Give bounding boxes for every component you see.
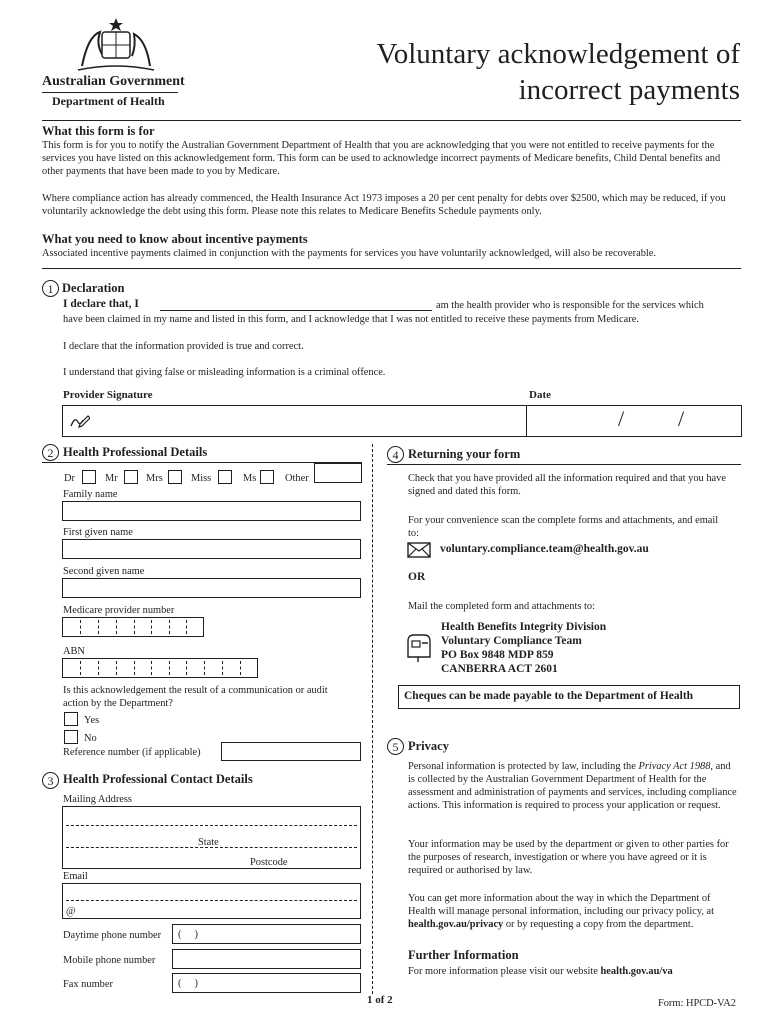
postcode-label: Postcode xyxy=(250,857,288,868)
mobile-phone-field[interactable] xyxy=(172,949,361,969)
health-professional-heading: Health Professional Details xyxy=(63,445,208,459)
address-line4: CANBERRA ACT 2601 xyxy=(441,663,558,675)
website-link[interactable]: health.gov.au/va xyxy=(600,966,673,977)
declaration-true-statement: I declare that the information provided is true and correct. xyxy=(63,341,304,352)
privacy-para2: Your information may be used by the department or given to other parties for the purposes of research, investigation or where you have agreed or it is required or authorised by law. xyxy=(408,839,729,876)
privacy-para1 xyxy=(408,760,738,812)
declaration-line1-rest: am the health provider who is responsible for the services which xyxy=(436,300,704,311)
no-checkbox[interactable] xyxy=(64,730,78,744)
audit-question: Is this acknowledgement the result of a communication or audit action by the Department? xyxy=(63,685,328,709)
privacy-para3 xyxy=(408,892,738,931)
yes-label: Yes xyxy=(84,715,100,726)
returning-check-text: Check that you have provided all the information required and that you have signed and dated this form. xyxy=(408,473,726,497)
abn-label: ABN xyxy=(63,646,85,657)
returning-scan-text: For your convenience scan the complete forms and attachments, and email to: xyxy=(408,515,719,539)
privacy-para1-b: , and is collected by the Australian Government Department of Health for the assessment and administration of payments and services, including compliance actions. This information is required to process your application or request. xyxy=(408,761,737,811)
returning-heading: Returning your form xyxy=(408,447,521,461)
declaration-lead: I declare that, I xyxy=(63,298,139,310)
provider-number-field[interactable] xyxy=(62,617,204,637)
government-name: Australian Government xyxy=(42,74,185,89)
title-miss-label: Miss xyxy=(191,473,212,484)
no-label: No xyxy=(84,733,97,744)
coat-of-arms xyxy=(70,16,162,74)
first-name-label: First given name xyxy=(63,527,133,538)
incentive-text: Associated incentive payments claimed in conjunction with the payments for services you have voluntarily acknowledged, will also be recoverable. xyxy=(42,248,657,259)
mailbox-icon xyxy=(406,633,432,663)
intro-heading: What this form is for xyxy=(42,124,155,138)
title-dr-checkbox[interactable] xyxy=(82,470,96,484)
address-line2: Voluntary Compliance Team xyxy=(441,635,582,647)
incentive-heading: What you need to know about incentive payments xyxy=(42,232,308,246)
family-name-label: Family name xyxy=(63,489,118,500)
privacy-link[interactable]: health.gov.au/privacy xyxy=(408,919,504,930)
yes-checkbox[interactable] xyxy=(64,712,78,726)
department-name: Department of Health xyxy=(52,94,165,108)
title-miss-checkbox[interactable] xyxy=(218,470,232,484)
privacy-heading: Privacy xyxy=(408,739,449,753)
page-number: 1 of 2 xyxy=(367,994,393,1006)
form-code: Form: HPCD-VA2 xyxy=(657,998,736,1009)
privacy-act-name: Privacy Act 1988 xyxy=(638,761,711,772)
family-name-field[interactable] xyxy=(62,501,361,521)
privacy-para1-a: Personal information is protected by law, including the xyxy=(408,761,639,772)
title-mr-label: Mr xyxy=(105,473,118,484)
or-label: OR xyxy=(408,571,426,583)
mail-text: Mail the completed form and attachments to: xyxy=(408,601,595,612)
title-other-label: Other xyxy=(285,473,309,484)
first-name-field[interactable] xyxy=(62,539,361,559)
second-name-label: Second given name xyxy=(63,566,145,577)
envelope-icon xyxy=(407,542,431,558)
fax-parens: ( ) xyxy=(178,978,198,989)
daytime-phone-parens: ( ) xyxy=(178,929,198,940)
fax-field[interactable] xyxy=(172,973,361,993)
signature-label: Provider Signature xyxy=(63,389,153,401)
intro-para1: This form is for you to notify the Australian Government Department of Health that you are acknowledging that you were not entitled to receive payments for the services you have listed on this acknowledgement form. This form can be used to acknowledge incorrect payments of Medicare benefits, Child Dental benefits and other payments that have been made to you by Medicare. xyxy=(42,140,721,177)
title-dr-label: Dr xyxy=(64,473,75,484)
title-ms-label: Ms xyxy=(243,473,257,484)
reference-label: Reference number (if applicable) xyxy=(63,747,201,758)
privacy-para3-b: or by requesting a copy from the department. xyxy=(503,919,694,930)
reference-field[interactable] xyxy=(221,742,361,761)
title-mrs-label: Mrs xyxy=(146,473,163,484)
address-line3: PO Box 9848 MDP 859 xyxy=(441,649,554,661)
contact-heading: Health Professional Contact Details xyxy=(63,772,253,786)
date-separator-2: / xyxy=(678,406,685,431)
date-separator-1: / xyxy=(618,406,625,431)
title-mrs-checkbox[interactable] xyxy=(168,470,182,484)
email-at-sign: @ xyxy=(66,906,76,917)
title-ms-checkbox[interactable] xyxy=(260,470,274,484)
provider-number-label: Medicare provider number xyxy=(63,605,175,616)
further-info-heading: Further Information xyxy=(408,948,519,962)
mobile-phone-label: Mobile phone number xyxy=(63,955,156,966)
intro-para2: Where compliance action has already commenced, the Health Insurance Act 1973 imposes a 20 per cent penalty for debts over $2500, which may be reduced, if you voluntarily acknowledge the debt using this form. Please note this relates to Medicare Benefits Schedule payments only. xyxy=(42,193,726,217)
date-label: Date xyxy=(529,389,551,401)
signature-field[interactable] xyxy=(62,405,742,437)
further-info-text xyxy=(408,965,673,978)
address-line1: Health Benefits Integrity Division xyxy=(441,621,607,633)
signature-pen-icon xyxy=(68,410,90,430)
second-name-field[interactable] xyxy=(62,578,361,598)
email-label: Email xyxy=(63,871,88,882)
declaration-heading: Declaration xyxy=(62,281,125,295)
mailing-address-label: Mailing Address xyxy=(63,794,132,805)
declaration-line2: have been claimed in my name and listed in this form, and I acknowledge that I was not entitled to receive these payments from Medicare. xyxy=(63,314,639,325)
title-other-field[interactable] xyxy=(314,463,362,483)
section-number-3: 3 xyxy=(42,772,59,789)
further-info-text-a: For more information please visit our website xyxy=(408,966,601,977)
section-number-4: 4 xyxy=(387,446,404,463)
abn-field[interactable] xyxy=(62,658,258,678)
section-number-5: 5 xyxy=(387,738,404,755)
daytime-phone-label: Daytime phone number xyxy=(63,930,162,941)
state-label: State xyxy=(198,837,219,848)
privacy-para3-a: You can get more information about the way in which the Department of Health will manage personal information, including our privacy policy, at xyxy=(408,893,715,917)
fax-label: Fax number xyxy=(63,979,113,990)
section-number-1: 1 xyxy=(42,280,59,297)
email-field[interactable] xyxy=(62,883,361,919)
form-title-line2: incorrect payments xyxy=(518,74,740,106)
section-number-2: 2 xyxy=(42,444,59,461)
title-mr-checkbox[interactable] xyxy=(124,470,138,484)
daytime-phone-field[interactable] xyxy=(172,924,361,944)
cheques-text: Cheques can be made payable to the Department of Health xyxy=(404,690,694,702)
compliance-email-link[interactable]: voluntary.compliance.team@health.gov.au xyxy=(440,543,649,555)
declaration-offence-statement: I understand that giving false or misleading information is a criminal offence. xyxy=(63,367,386,378)
declarant-name-line[interactable] xyxy=(160,310,432,311)
form-title-line1: Voluntary acknowledgement of xyxy=(376,38,740,70)
